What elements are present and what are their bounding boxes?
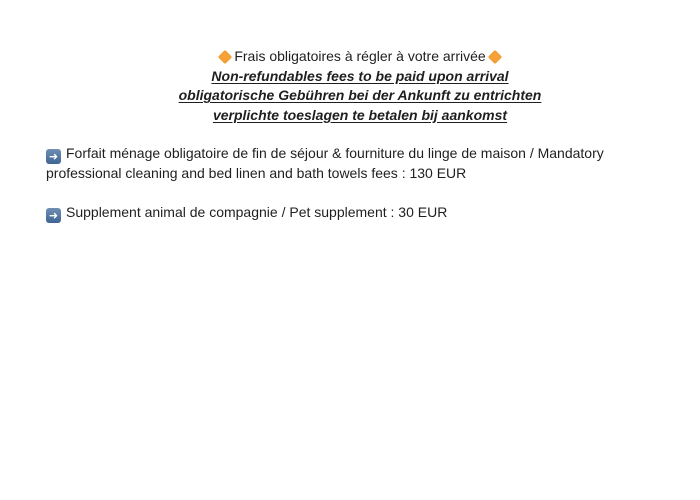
header-english: Non-refundables fees to be paid upon arrival — [211, 67, 509, 84]
orange-diamond-icon — [218, 50, 232, 64]
fees-header — [0, 47, 700, 125]
list-item-pet-fee — [46, 203, 646, 223]
list-item-cleaning-fee — [46, 144, 646, 184]
fees-list — [46, 144, 646, 223]
header-title-line — [0, 47, 700, 67]
right-arrow-icon: ➜ — [46, 208, 61, 223]
cleaning-fee-text: Forfait ménage obligatoire de fin de séjour & fourniture du linge de maison / Mandatory professional cleaning and bed linen and bath towels fees : 130 EUR — [46, 145, 604, 181]
header-dutch: verplichte toeslagen te betalen bij aankomst — [212, 106, 508, 123]
right-arrow-icon: ➜ — [46, 149, 61, 164]
pet-fee-text: Supplement animal de compagnie / Pet supplement : 30 EUR — [66, 204, 448, 220]
orange-diamond-icon — [488, 50, 502, 64]
header-title: Frais obligatoires à régler à votre arrivée — [234, 48, 486, 64]
header-german: obligatorische Gebühren bei der Ankunft zu entrichten — [178, 87, 542, 103]
